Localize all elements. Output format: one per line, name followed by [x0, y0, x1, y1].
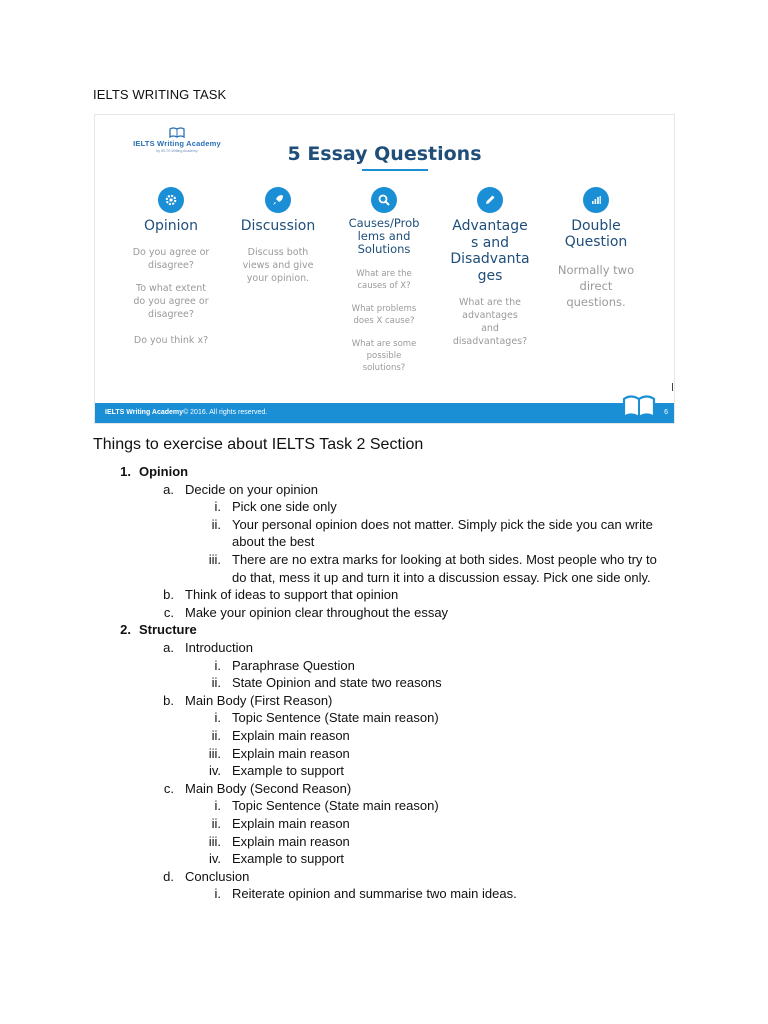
slide-tick-mark — [672, 383, 673, 391]
outline-marker: c. — [163, 780, 174, 796]
question-type-heading: Advantage s and Disadvanta ges — [450, 218, 530, 284]
outline-item-text: State Opinion and state two reasons — [232, 675, 442, 691]
outline-item-text: Explain main reason — [232, 816, 350, 831]
gear-icon — [158, 187, 184, 213]
question-example: Normally two direct questions. — [557, 263, 635, 309]
outline-marker: iii. — [208, 552, 221, 567]
question-example: What are some possible solutions? — [351, 339, 417, 373]
outline-marker: i. — [214, 710, 221, 726]
question-type-double-question — [546, 187, 646, 310]
page-title: IELTS WRITING TASK — [93, 87, 227, 102]
outline-marker: iii. — [208, 745, 221, 761]
rocket-icon — [265, 187, 291, 213]
question-type-causes-problems-solutions — [334, 187, 434, 374]
outline-marker: d. — [163, 868, 174, 884]
outline-item-text: Pick one side only — [232, 499, 337, 515]
slide-title: 5 Essay Questions — [287, 143, 482, 165]
outline-marker: i. — [214, 657, 221, 673]
outline-marker: 1. — [120, 464, 131, 479]
outline-item-text: There are no extra marks for looking at both sides. Most people who try to — [232, 552, 657, 567]
slide-title-underline — [362, 169, 428, 171]
outline-item-text: Introduction — [185, 640, 253, 655]
slide-logo-text: IELTS Writing Academy — [133, 139, 221, 148]
outline-item-text: Topic Sentence (State main reason) — [232, 710, 439, 726]
outline-item-text: Main Body (Second Reason) — [185, 780, 352, 796]
outline-item-text: about the best — [232, 534, 315, 550]
outline-item-text: Think of ideas to support that opinion — [185, 587, 399, 603]
outline-marker: iv. — [208, 763, 221, 779]
question-type-heading: Double Question — [564, 218, 628, 250]
search-icon — [371, 187, 397, 213]
outline-item-text: do that, mess it up and turn it into a discussion essay. Pick one side only. — [232, 569, 651, 585]
outline-item-text: Explain main reason — [232, 833, 350, 849]
outline-marker: b. — [163, 587, 174, 603]
outline-item-text: Explain main reason — [232, 745, 350, 761]
pencil-icon — [477, 187, 503, 213]
slide-logo-subtext: by IELTS Writing Academy — [156, 149, 198, 153]
outline-marker: iv. — [208, 851, 221, 867]
question-example: Do you agree or disagree? — [132, 247, 210, 271]
outline-marker: ii. — [211, 675, 221, 691]
question-example: What are the advantages and disadvantages? — [452, 297, 528, 347]
outline-item-text: Reiterate opinion and summarise two main ideas. — [232, 886, 517, 902]
question-type-heading: Discussion — [240, 218, 316, 234]
outline-marker: i. — [214, 798, 221, 814]
outline-item-text: Conclusion — [185, 868, 250, 884]
outline-item-text: Example to support — [232, 851, 345, 867]
outline-item-text: Main Body (First Reason) — [185, 692, 333, 708]
question-example: Do you think x? — [133, 335, 209, 346]
book-logo-icon — [169, 127, 185, 138]
outline-marker: b. — [163, 692, 174, 708]
question-example: What problems does X cause? — [351, 304, 417, 326]
question-type-discussion — [228, 187, 328, 285]
outline-marker: ii. — [211, 728, 221, 743]
outline-item-text: Explain main reason — [232, 728, 350, 743]
slide-page-number: 6 — [664, 409, 668, 416]
outline-item-text: Make your opinion clear throughout the essay — [185, 604, 449, 620]
intro-line: Things to exercise about IELTS Task 2 Section — [93, 436, 424, 453]
outline-marker: 2. — [120, 622, 131, 638]
slide-footer — [95, 403, 674, 423]
question-type-heading: Causes/Prob lems and Solutions — [348, 216, 420, 256]
question-type-advantages-disadvantages — [440, 187, 540, 348]
question-example: What are the causes of X? — [356, 269, 412, 291]
outline-marker: i. — [214, 499, 221, 515]
open-book-icon — [622, 393, 656, 419]
outline-marker: ii. — [211, 516, 221, 532]
bar-chart-icon — [583, 187, 609, 213]
outline-item-text: Structure — [139, 622, 197, 638]
footer-copyright: © 2016. All rights reserved. — [183, 409, 268, 416]
outline-marker: a. — [163, 640, 174, 655]
outline-item-text: Example to support — [232, 763, 345, 779]
essay-questions-slide — [94, 114, 675, 424]
outline-item-text: Opinion — [139, 464, 189, 479]
outline-marker: ii. — [211, 816, 221, 831]
footer-brand: IELTS Writing Academy — [105, 409, 184, 416]
outline-item-text: Topic Sentence (State main reason) — [232, 798, 439, 814]
question-type-heading: Opinion — [144, 218, 198, 234]
outline-marker: iii. — [208, 833, 221, 849]
outline-marker: a. — [163, 481, 174, 497]
question-example: To what extent do you agree or disagree? — [133, 283, 209, 320]
outline-item-text: Decide on your opinion — [185, 481, 318, 497]
outline-marker: c. — [163, 604, 174, 620]
question-type-opinion — [121, 187, 221, 347]
question-example: Discuss both views and give your opinion. — [242, 247, 314, 284]
outline-item-text: Your personal opinion does not matter. Simply pick the side you can write — [232, 516, 653, 532]
outline-marker: i. — [214, 886, 221, 902]
slide-footer-text — [105, 409, 267, 416]
outline-item-text: Paraphrase Question — [232, 657, 355, 673]
